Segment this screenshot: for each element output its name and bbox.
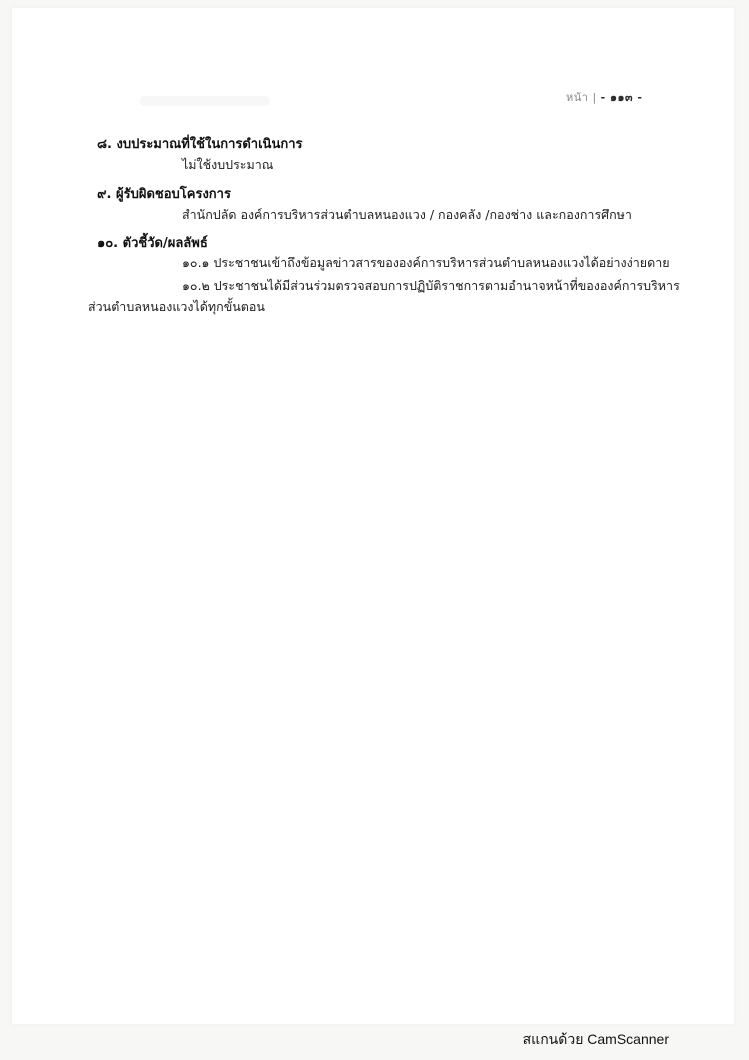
page-number-value: - ๑๑๓ - (600, 91, 643, 104)
page-number (566, 88, 642, 106)
section-indicators-heading: ๑๐. ตัวชี้วัด/ผลลัพธ์ (97, 236, 208, 251)
indicator-line-2-continued: ส่วนตำบลหนองแวงได้ทุกขั้นตอน (88, 299, 265, 314)
section-budget-heading: ๘. งบประมาณที่ใช้ในการดำเนินการ (97, 137, 303, 152)
section-responsible-heading: ๙. ผู้รับผิดชอบโครงการ (97, 187, 231, 202)
indicator-line-2: ๑๐.๒ ประชาชนได้มีส่วนร่วมตรวจสอบการปฏิบัติราชการตามอำนาจหน้าที่ขององค์การบริหาร (182, 278, 680, 293)
section-responsible-text: สำนักปลัด องค์การบริหารส่วนตำบลหนองแวง / กองคลัง /กองช่าง และกองการศึกษา (182, 207, 632, 222)
indicator-line-1: ๑๐.๑ ประชาชนเข้าถึงข้อมูลข่าวสารขององค์การบริหารส่วนตำบลหนองแวงได้อย่างง่ายดาย (182, 255, 670, 270)
camscanner-watermark: สแกนด้วย CamScanner (522, 1031, 669, 1047)
page-number-prefix: หน้า | (566, 91, 597, 104)
section-budget-text: ไม่ใช้งบประมาณ (182, 157, 274, 172)
document-page (12, 8, 734, 1024)
scan-artifact (140, 96, 270, 106)
